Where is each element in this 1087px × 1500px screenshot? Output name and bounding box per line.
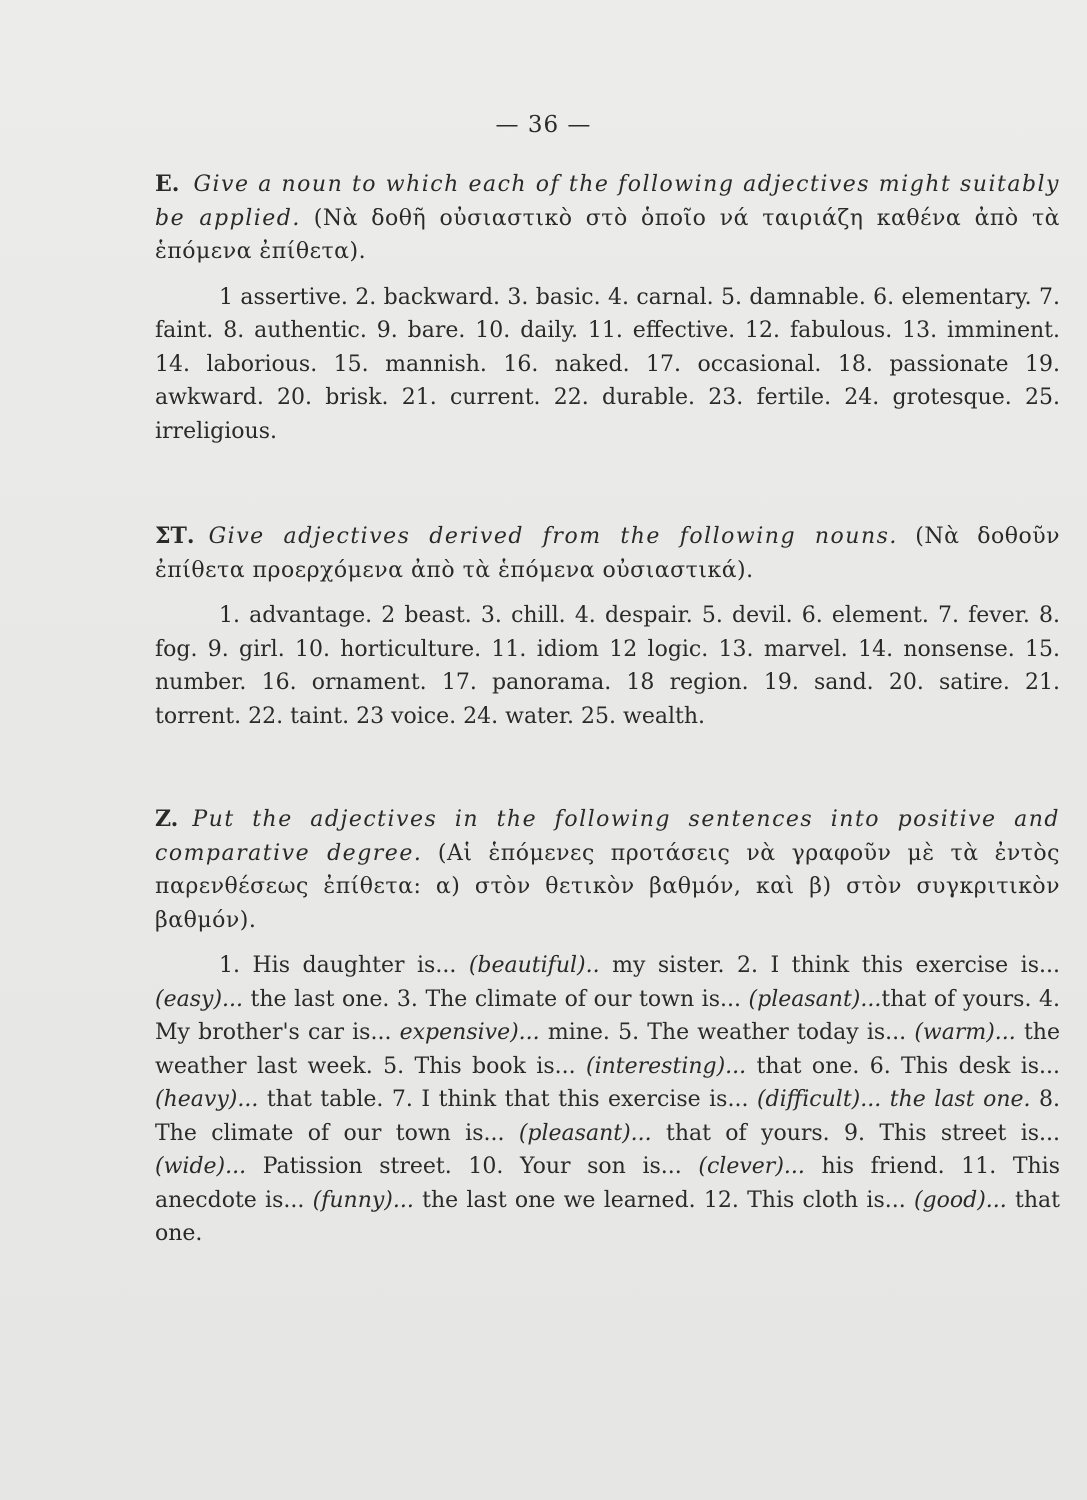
section-st-instruction-gr: (Νὰ δοθοῦν ἐπίθετα προερχόμενα ἀπὸ τὰ ἑπόμενα οὐσιαστικά).	[155, 524, 1060, 583]
section-st-word-list: 1. advantage. 2 beast. 3. chill. 4. despair. 5. devil. 6. element. 7. fever. 8. fog. 9. girl. 10. horticulture. 11. idiom 12 logic. 13. marvel. 14. nonsense. 15. number. 16. ornament. 17. panorama. 18 region. 19. sand. 20. satire. 21. torrent. 22. taint. 23 voice. 24. water. 25. wealth.	[155, 603, 1060, 729]
section-z-instruction-gr: (Αἱ ἑπόμενες προτάσεις νὰ γραφοῦν μὲ τὰ ἐντὸς παρενθέσεως ἐπίθετα: α) στὸν θετικὸν βαθμόν, καὶ β) στὸν συγκριτικὸν βαθμόν).	[155, 840, 1060, 933]
adjective-prompt: (pleasant)...	[518, 1120, 652, 1146]
page-number: — 36 —	[495, 112, 592, 138]
sentence-text: 1. His daughter is...	[219, 953, 469, 978]
section-e	[155, 168, 1060, 448]
adjective-prompt: (difficult)... the last one.	[756, 1087, 1031, 1112]
sentence-text: Patission street. 10. Your son is...	[246, 1154, 699, 1179]
section-z-heading	[155, 803, 1060, 937]
section-e-word-list: 1 assertive. 2. backward. 3. basic. 4. carnal. 5. damnable. 6. elementary. 7. faint. 8. authentic. 9. bare. 10. daily. 11. effective. 12. fabulous. 13. imminent. 14. laborious. 15. mannish. 16. naked. 17. occasional. 18. passionate 19. awkward. 20. brisk. 21. current. 22. durable. 23. fertile. 24. grotesque. 25. irreligious.	[155, 284, 1060, 444]
section-st	[155, 520, 1060, 733]
adjective-prompt: (beautiful)..	[468, 953, 600, 978]
sentence-text: that of yours. 4. My brother's car is...	[155, 986, 1060, 1045]
adjective-prompt: (clever)...	[698, 1154, 805, 1179]
adjective-prompt: (pleasant)...	[748, 986, 882, 1012]
sentence-text: 8. The climate of our town is...	[155, 1087, 1061, 1146]
adjective-prompt: expensive)...	[399, 1020, 540, 1045]
adjective-prompt: (interesting)...	[586, 1053, 747, 1079]
section-e-label: E.	[155, 171, 180, 197]
section-st-label: ΣΤ.	[155, 523, 195, 549]
sentence-text: that of yours. 9. This street is...	[651, 1120, 1060, 1146]
section-e-instruction-en: Give a noun to which each of the following adjectives might suitably be applied.	[155, 172, 1060, 231]
sentence-text: the weather last week. 5. This book is...	[155, 1020, 1060, 1079]
section-e-heading	[155, 168, 1060, 269]
adjective-prompt: (warm)...	[914, 1020, 1016, 1045]
sentence-text: that table. 7. I think that this exercise is...	[258, 1087, 757, 1112]
section-st-instruction-en: Give adjectives derived from the following nouns.	[208, 524, 898, 549]
adjective-prompt: (good)...	[913, 1187, 1007, 1213]
section-z-instruction-en: Put the adjectives in the following sentences into positive and comparative degree.	[155, 807, 1060, 866]
sentence-text: his friend. 11. This anecdote is...	[155, 1154, 1060, 1213]
section-z-label: Z.	[155, 806, 179, 832]
sentence-text: my sister. 2. I think this exercise is...	[599, 953, 1060, 978]
sentence-text: the last one. 3. The climate of our town is...	[243, 986, 749, 1012]
sentence-text: that one.	[155, 1187, 1060, 1246]
section-e-instruction-gr: (Νὰ δοθῆ οὐσιαστικὸ στὸ ὁποῖο νά ταιριάζη καθένα ἀπὸ τὰ ἑπόμενα ἐπίθετα).	[155, 205, 1061, 264]
section-z-sentences	[155, 949, 1060, 1251]
section-z	[155, 803, 1060, 1251]
sentence-text: mine. 5. The weather today is...	[539, 1020, 915, 1045]
sentence-text: that one. 6. This desk is...	[746, 1053, 1061, 1079]
adjective-prompt: (easy)...	[155, 986, 243, 1012]
adjective-prompt: (funny)...	[312, 1187, 414, 1213]
adjective-prompt: (wide)...	[155, 1154, 247, 1179]
section-st-heading	[155, 520, 1060, 587]
sentence-text: the last one we learned. 12. This cloth is...	[413, 1187, 914, 1213]
adjective-prompt: (heavy)...	[155, 1087, 259, 1112]
